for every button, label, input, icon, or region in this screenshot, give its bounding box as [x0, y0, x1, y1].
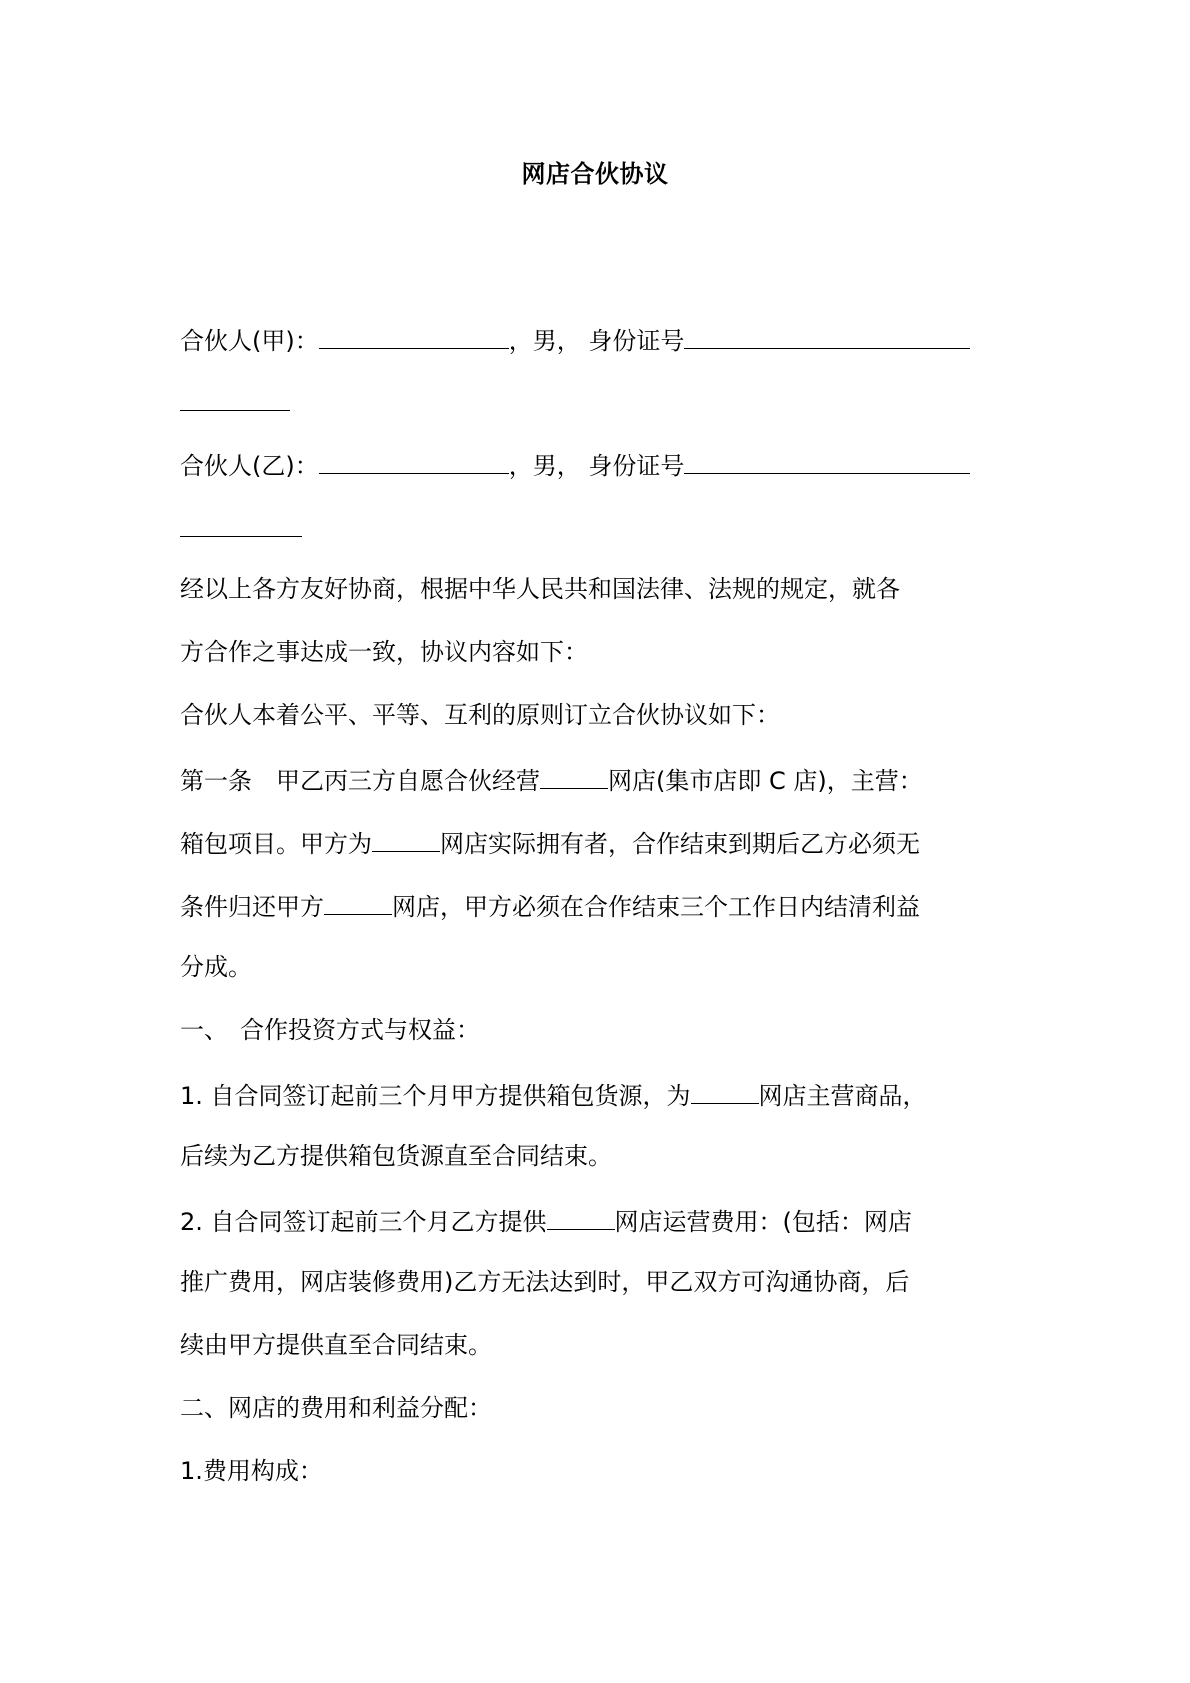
store-name-blank — [324, 888, 392, 915]
store-name-blank — [547, 1203, 615, 1230]
partner-b-gender: ，男， — [508, 452, 581, 480]
partner-a-id-label: 身份证号 — [588, 327, 685, 355]
preamble-line-1: 经以上各方友好协商，根据中华人民共和国法律、法规的规定，就各 — [180, 575, 900, 603]
partner-b-label: 合伙人(乙)： — [180, 452, 319, 480]
section1-heading: 一、 合作投资方式与权益： — [180, 1016, 480, 1044]
preamble-line-2: 方合作之事达成一致，协议内容如下： — [180, 638, 588, 666]
document-title: 网店合伙协议 — [521, 159, 669, 188]
store-name-blank — [691, 1077, 759, 1104]
partner-b-id-label: 身份证号 — [588, 452, 685, 480]
article1-text: 网店，甲方必须在合作结束三个工作日内结清利益 — [392, 893, 920, 921]
partner-a-gender: ，男， — [508, 327, 581, 355]
section1-item1-text: 1. 自合同签订起前三个月甲方提供箱包货源，为 — [180, 1082, 691, 1110]
section1-item1-text: 网店主营商品， — [758, 1082, 927, 1110]
article1-text: 条件归还甲方 — [180, 893, 324, 921]
principle-line: 合伙人本着公平、平等、互利的原则订立合伙协议如下： — [180, 701, 780, 729]
partner-a-id-blank — [684, 322, 970, 349]
partner-a-id-blank-cont — [180, 384, 290, 411]
partner-a-id-continuation — [180, 384, 290, 419]
article1-text: 箱包项目。甲方为 — [180, 830, 372, 858]
partner-a-line — [180, 322, 970, 357]
section1-item2-line-1 — [180, 1203, 912, 1238]
section1-item2-text: 网店运营费用：(包括：网店 — [614, 1208, 912, 1236]
partner-b-name-blank — [319, 447, 509, 474]
section2-item1: 1.费用构成： — [180, 1457, 323, 1485]
article1-line-3 — [180, 888, 920, 923]
store-name-blank — [372, 825, 440, 852]
section1-item2-text: 2. 自合同签订起前三个月乙方提供 — [180, 1208, 547, 1236]
article1-text: 第一条 甲乙丙三方自愿合伙经营 — [180, 767, 540, 795]
partner-b-id-continuation — [180, 510, 302, 545]
article1-line-1 — [180, 762, 923, 797]
article1-text: 网店(集市店即 C 店)，主营： — [608, 767, 923, 795]
article1-text: 网店实际拥有者，合作结束到期后乙方必须无 — [440, 830, 920, 858]
store-name-blank — [540, 762, 608, 789]
partner-a-label: 合伙人(甲)： — [180, 327, 319, 355]
section1-item1-line-1 — [180, 1077, 927, 1112]
section1-item1-line-2: 后续为乙方提供箱包货源直至合同结束。 — [180, 1142, 612, 1170]
section1-item2-line-3: 续由甲方提供直至合同结束。 — [180, 1331, 492, 1359]
section1-item2-line-2: 推广费用，网店装修费用)乙方无法达到时，甲乙双方可沟通协商，后 — [180, 1268, 910, 1296]
article1-line-4: 分成。 — [180, 953, 252, 981]
partner-b-line — [180, 447, 970, 482]
partner-b-id-blank — [684, 447, 970, 474]
article1-line-2 — [180, 825, 920, 860]
section2-heading: 二、网店的费用和利益分配： — [180, 1394, 492, 1422]
partner-a-name-blank — [319, 322, 509, 349]
partner-b-id-blank-cont — [180, 510, 302, 537]
